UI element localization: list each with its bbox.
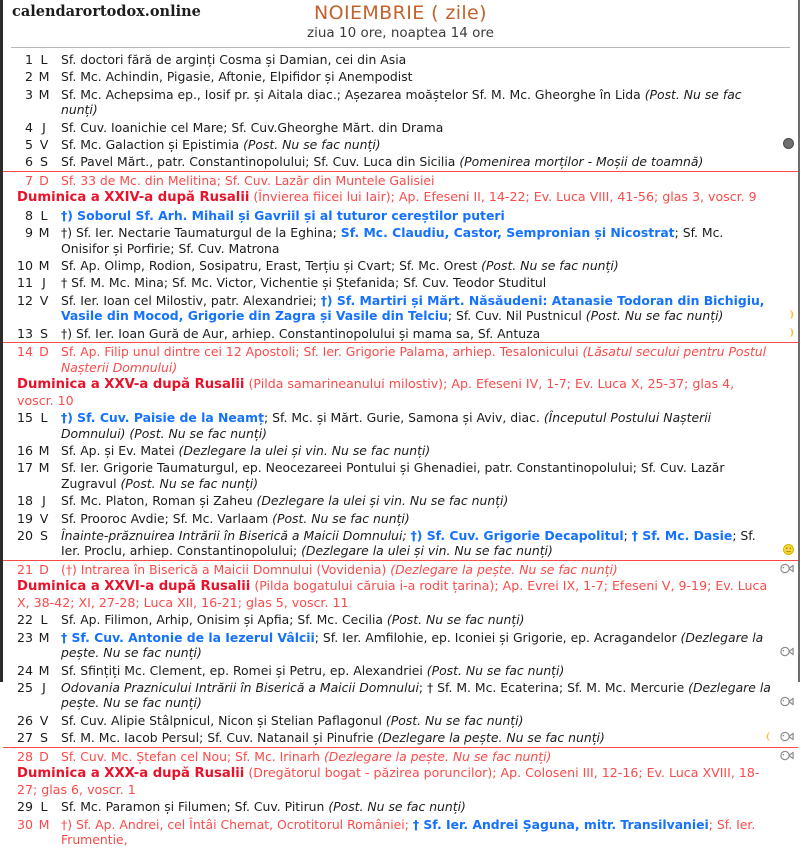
weekday-letter: L [40, 612, 48, 628]
day-number: 28 [16, 748, 33, 764]
saints-text-segment: Sf. Mc. Paramon și Filumen; Sf. Cuv. Pitirun [61, 799, 329, 815]
saints-text-segment: Sf. Pavel Mărt., patr. Constantinopolului; Sf. Cuv. Luca din Sicilia [61, 154, 460, 170]
saints-text-segment: ; Sf. Mc. Onisifor și Porfirie; Sf. Cuv. Matrona [61, 225, 724, 256]
weekday-letter: L [40, 207, 48, 223]
saints-text-segment: † Sf. Mc. Dasie [631, 527, 733, 543]
site-brand: calendarortodox.online [12, 3, 201, 20]
saints-text-segment: †) Sf. Ier. Ioan Gură de Aur, arhiep. Constantinopolului și mama sa, Sf. Antuza [61, 325, 541, 341]
day-marker-icons [766, 729, 794, 744]
calendar-day-row[interactable] [3, 712, 798, 729]
saints-text-segment: (Dezlegare la pește. Nu se fac nunți) [323, 748, 552, 764]
day-number: 8 [24, 207, 33, 223]
weekday-letter: S [40, 325, 48, 341]
saints-text-segment: † Sf. Cuv. Antonie de la Iezerul Vâlcii [61, 629, 315, 645]
saints-text-segment: (Post. Nu se fac nunți) [328, 799, 466, 815]
sunday-title: Duminica a XXX-a după Rusalii [17, 766, 245, 781]
saints-text [55, 326, 772, 341]
saints-text [55, 120, 772, 135]
header-divider [11, 47, 790, 48]
calendar-day-row[interactable] [3, 442, 798, 459]
day-marker-icons [783, 325, 794, 340]
weekday-letter: M [38, 86, 50, 102]
day-number: 18 [16, 493, 33, 509]
saints-text-segment: (Lăsatul secului pentru Postul Nașterii Domnului) [61, 344, 767, 375]
day-marker-icons [783, 136, 794, 151]
day-number: 15 [16, 410, 33, 426]
sunday-readings: (Dregătorul bogat - păzirea poruncilor); Ap. Coloseni III, 12-16; Ev. Luca XVIII, 18-27; glas 6, voscr. 1 [17, 765, 760, 797]
saints-text-segment: † Sf. M. Mc. Mina; Sf. Mc. Victor, Vichentie și Ștefanida; Sf. Cuv. Teodor Studitul [61, 275, 547, 291]
day-number: 1 [24, 52, 33, 67]
day-number: 12 [16, 292, 33, 308]
saints-text-segment: (Începutul Postului Nașterii Domnului) (Post. Nu se fac nunți) [61, 410, 712, 441]
saints-text [55, 293, 772, 324]
day-number: 25 [16, 679, 33, 695]
calendar-day-row[interactable] [3, 748, 798, 765]
day-number: 20 [16, 527, 33, 543]
saints-text-segment: (Post. Nu se fac nunți) [585, 308, 724, 324]
saints-text-segment: Sf. Mc. Achindin, Pigasie, Aftonie, Elpifidor și Anempodist [61, 69, 413, 85]
first-quarter-moon-icon [783, 309, 794, 320]
saints-text [55, 225, 772, 256]
day-number: 29 [16, 799, 33, 815]
calendar-day-row[interactable] [3, 153, 798, 171]
saints-text-segment: (†) Intrarea în Biserică a Maicii Domnului (Vovidenia) [61, 561, 391, 577]
saints-text-segment: (Post. Nu se fac nunți) [243, 137, 381, 153]
day-number: 13 [16, 325, 33, 341]
saints-text [55, 460, 772, 491]
weekday-letter: V [39, 712, 49, 728]
calendar-day-row[interactable] [3, 343, 798, 376]
saints-text [55, 817, 772, 848]
saints-text [55, 562, 772, 577]
weekday-letter: D [39, 748, 49, 764]
saints-text [55, 87, 772, 118]
saints-text-segment: (Dezlegare la ulei și vin. Nu se fac nunți) [178, 442, 431, 458]
saints-text-segment: †) Sf. Ap. Andrei, cel Întâi Chemat, Ocrotitorul României; [61, 816, 413, 832]
saints-text-segment: Sf. Sfințiți Mc. Clement, ep. Romei și Petru, ep. Alexandriei [61, 662, 427, 678]
weekday-letter: J [42, 679, 46, 695]
saints-text-segment: (Dezlegare la pește. Nu se fac nunți) [61, 629, 764, 661]
saints-text-segment: ; Sf. Ier. Proclu, arhiep. Constantinopolului; [61, 527, 756, 559]
day-number: 7 [24, 172, 33, 188]
saints-text-segment: Odovania Praznicului Intrării în Biserică a Maicii Domnului [61, 679, 419, 695]
day-number: 22 [16, 612, 33, 628]
saints-text-segment: (Dezlegare la ulei și vin. Nu se fac nunți) [301, 543, 553, 559]
saints-text-segment: Sf. Ap. Olimp, Rodion, Sosipatru, Erast, Terțiu și Cvart; Sf. Mc. Orest [61, 258, 482, 274]
weekday-letter: L [40, 799, 48, 815]
new-moon-icon [783, 138, 794, 149]
weekday-letter: M [38, 225, 50, 241]
calendar-day-row[interactable] [3, 86, 798, 119]
day-number: 24 [16, 662, 33, 678]
last-quarter-moon-icon [766, 731, 777, 742]
calendar-day-row[interactable] [3, 459, 798, 492]
weekday-letter: M [38, 258, 50, 274]
saints-text [55, 730, 772, 745]
saints-text [55, 173, 772, 188]
calendar-day-row[interactable] [3, 510, 798, 527]
weekday-letter: D [39, 344, 49, 360]
saints-text [55, 154, 772, 169]
weekday-letter: V [39, 510, 49, 526]
fish-icon [780, 563, 794, 574]
saints-text-segment: (Pomenirea morților - Moșii de toamnă) [459, 154, 704, 170]
day-number: 10 [16, 258, 33, 274]
day-number: 14 [16, 344, 33, 360]
weekday-letter: D [39, 561, 49, 577]
saints-text [55, 799, 772, 814]
saints-text-segment: Sf. Ap. și Ev. Matei [61, 442, 179, 458]
saints-text-segment: Sf. Mc. Platon, Roman și Zaheu [61, 493, 257, 509]
sunday-summary-line [3, 578, 798, 611]
fish-icon [780, 731, 794, 742]
weekday-letter: M [38, 460, 50, 476]
saints-text-segment: (Post. Nu se fac nunți) [61, 86, 742, 118]
calendar-day-row[interactable] [3, 679, 798, 712]
calendar-day-row[interactable] [3, 409, 798, 442]
weekday-letter: J [42, 493, 46, 509]
calendar-day-row[interactable] [3, 172, 798, 189]
day-number: 27 [16, 730, 33, 746]
saints-text-segment: Sf. Prooroc Avdie; Sf. Mc. Varlaam [61, 510, 273, 526]
calendar-day-row[interactable] [3, 119, 798, 136]
calendar-day-row[interactable] [3, 292, 798, 325]
day-number: 17 [16, 460, 33, 476]
saints-text-segment: Sf. M. Mc. Iacob Persul; Sf. Cuv. Natanail și Pinufrie [61, 730, 378, 746]
fish-icon [780, 750, 794, 761]
calendar-day-row[interactable] [3, 136, 798, 153]
sunday-title: Duminica a XXV-a după Rusalii [17, 376, 245, 392]
calendar-day-list [3, 46, 798, 848]
saints-text [55, 612, 772, 627]
daylight-info: ziua 10 ore, noaptea 14 ore [307, 25, 494, 41]
weekday-letter: M [38, 442, 50, 458]
day-number: 3 [24, 86, 33, 102]
saints-text-segment: (Post. Nu se fac nunți) [386, 612, 525, 628]
day-marker-icons [780, 748, 794, 763]
saints-text [55, 344, 772, 375]
day-marker-icons [780, 644, 794, 659]
day-number: 4 [24, 119, 33, 135]
saints-text-segment: ; Sf. Cuv. Nil Pustnicul [447, 308, 586, 324]
saints-text [55, 493, 772, 508]
saints-text [55, 511, 772, 526]
day-marker-icons [780, 694, 794, 709]
day-marker-icons [783, 542, 794, 557]
saints-text [55, 749, 772, 764]
saints-text [55, 630, 772, 661]
saints-text [55, 69, 772, 84]
page-title: NOIEMBRIE ( zile) [314, 2, 487, 24]
day-marker-icons [783, 307, 794, 322]
weekday-letter: J [42, 275, 46, 291]
day-number: 21 [16, 561, 33, 577]
saints-text-segment: †) Sf. Cuv. Grigorie Decapolitul [410, 527, 624, 543]
day-number: 5 [24, 137, 33, 153]
sunday-summary-line [3, 765, 798, 798]
calendar-day-row[interactable] [3, 224, 798, 257]
saints-text-segment: † Sf. Ier. Andrei Șaguna, mitr. Transilvaniei [412, 816, 709, 832]
weekday-letter: S [40, 154, 48, 170]
saints-text-segment: Sf. Cuv. Mc. Ștefan cel Nou; Sf. Mc. Irinarh [61, 748, 324, 764]
saints-text-segment: Sf. Mc. Galaction și Epistimia [61, 137, 244, 153]
weekday-letter: V [39, 292, 49, 308]
saints-text-segment: ; [623, 527, 632, 543]
sunday-readings: (Pilda samarineanului milostiv); Ap. Efeseni IV, 1-7; Ev. Luca X, 25-37; glas 4, voscr. 10 [17, 375, 735, 408]
saints-text [55, 528, 772, 559]
saints-text-segment: (Post. Nu se fac nunți) [272, 510, 410, 526]
calendar-day-row[interactable] [3, 611, 798, 628]
saints-text [55, 275, 772, 290]
saints-text-segment: ; Sf. Ier. Amfilohie, ep. Iconiei și Grigorie, ep. Acragandelor [314, 629, 681, 645]
saints-text-segment: Sf. Ap. Filip unul dintre cei 12 Apostoli; Sf. Ier. Grigorie Palama, arhiep. Tesalonicului [61, 344, 583, 360]
saints-text-segment: (Dezlegare la pește. Nu se fac nunți) [61, 679, 771, 711]
page-header [3, 0, 798, 46]
saints-text [55, 208, 772, 223]
fish-icon [780, 696, 794, 707]
calendar-day-row[interactable] [3, 51, 798, 68]
saints-text [55, 680, 772, 711]
weekday-letter: L [40, 410, 48, 426]
calendar-day-row[interactable] [3, 325, 798, 343]
saints-text [55, 713, 772, 728]
first-quarter-moon-icon [783, 327, 794, 338]
day-number: 16 [16, 442, 33, 458]
fish-icon [780, 646, 794, 657]
saints-text-segment: Sf. doctori fără de arginți Cosma și Damian, cei din Asia [61, 52, 407, 67]
saints-text-segment: Sf. Mc. Achepsima ep., Iosif pr. și Aitala diac.; Așezarea moăștelor Sf. M. Mc. Gheorghe în Lida [61, 86, 645, 102]
saints-text-segment: Sf. Mc. Claudiu, Castor, Sempronian și Nicostrat [340, 225, 675, 241]
calendar-day-row[interactable] [3, 816, 798, 848]
saints-text [55, 410, 772, 441]
saints-text-segment: (Post. Nu se fac nunți) [120, 475, 259, 491]
saints-text-segment: ; Sf. Ier. Frumentie, [61, 816, 756, 847]
calendar-day-row[interactable] [3, 729, 798, 747]
saints-text-segment: Sf. 33 de Mc. din Melitina; Sf. Cuv. Lazăr din Muntele Galisiei [61, 172, 435, 188]
saints-text-segment: Sf. Ier. Ioan cel Milostiv, patr. Alexandriei; [61, 292, 321, 308]
day-number: 26 [16, 712, 33, 728]
saints-text-segment: (Dezlegare la pește. Nu se fac nunți) [390, 561, 618, 577]
saints-text-segment: †) Sf. Martiri și Mărt. Năsăudeni: Atanasie Todoran din Bichigiu, Vasile din Mocod, Grigorie din Zagra și Vasile din Telciu [61, 292, 765, 324]
sunday-summary-line [3, 376, 798, 409]
day-number: 2 [24, 69, 33, 85]
day-number: 11 [16, 275, 33, 291]
day-number: 9 [24, 225, 33, 241]
weekday-letter: M [38, 816, 50, 832]
saints-text-segment: †) Soborul Sf. Arh. Mihail și Gavriil și al tuturor cereștilor puteri [61, 207, 505, 223]
saints-text [55, 258, 772, 273]
weekday-letter: D [39, 172, 49, 188]
calendar-day-row[interactable] [3, 527, 798, 561]
day-number: 19 [16, 510, 33, 526]
calendar-day-row[interactable] [3, 662, 798, 679]
calendar-day-row[interactable] [3, 629, 798, 662]
calendar-day-row[interactable] [3, 68, 798, 85]
calendar-day-row[interactable] [3, 798, 798, 815]
sunday-readings: (Învierea fiicei lui Iair); Ap. Efeseni II, 14-22; Ev. Luca VIII, 41-56; glas 3, voscr. 9 [249, 189, 757, 205]
saints-text-segment: ; Sf. Mc. și Mărt. Gurie, Samona și Aviv, diac. [264, 410, 544, 426]
full-moon-icon [783, 544, 794, 555]
calendar-day-row[interactable] [3, 561, 798, 578]
calendar-day-row[interactable] [3, 207, 798, 224]
weekday-letter: M [38, 69, 50, 85]
calendar-day-row[interactable] [3, 257, 798, 274]
saints-text-segment: †) Sf. Ier. Nectarie Taumaturgul de la Eghina; [61, 225, 341, 241]
saints-text [55, 443, 772, 458]
day-number: 30 [16, 816, 33, 832]
weekday-letter: S [40, 730, 48, 746]
saints-text-segment: Înainte-prăznuirea Intrării în Biserică a Maicii Domnului; [61, 527, 411, 543]
day-marker-icons [780, 561, 794, 576]
saints-text-segment: (Post. Nu se fac nunți) [426, 662, 565, 678]
saints-text-segment: Sf. Cuv. Ioanichie cel Mare; Sf. Cuv.Gheorghe Mărt. din Drama [61, 119, 444, 135]
weekday-letter: S [40, 527, 48, 543]
sunday-title: Duminica a XXIV-a după Rusalii [17, 190, 250, 206]
saints-text [55, 52, 772, 67]
saints-text-segment: (Post. Nu se fac nunți) [385, 712, 524, 728]
saints-text [55, 137, 772, 152]
saints-text [55, 663, 772, 678]
calendar-day-row[interactable] [3, 492, 798, 509]
weekday-letter: V [39, 137, 49, 153]
calendar-day-row[interactable] [3, 274, 798, 291]
saints-text-segment: Sf. Ier. Grigorie Taumaturgul, ep. Neocezareei Pontului și Ghenadiei, patr. Constantinopolului; Sf. Cuv. Lazăr Zugravul [61, 460, 725, 491]
weekday-letter: L [40, 52, 48, 67]
saints-text-segment: (Dezlegare la pește. Nu se fac nunți) [377, 730, 605, 746]
saints-text-segment: †) Sf. Cuv. Paisie de la Neamț [61, 410, 265, 426]
saints-text-segment: ; † Sf. M. Mc. Ecaterina; Sf. M. Mc. Mercurie [418, 679, 689, 695]
saints-text-segment: Sf. Cuv. Alipie Stâlpnicul, Nicon și Stelian Paflagonul [61, 712, 386, 728]
day-number: 6 [24, 154, 33, 170]
weekday-letter: M [38, 629, 50, 645]
weekday-letter: M [38, 662, 50, 678]
sunday-title: Duminica a XXVI-a după Rusalii [17, 579, 251, 595]
sunday-summary-line [3, 189, 798, 207]
weekday-letter: J [42, 119, 46, 135]
sunday-readings: (Pilda bogatului căruia i-a rodit țarina); Ap. Evrei IX, 1-7; Efeseni V, 9-19; Ev. Luca X, 38-42; XI, 27-28; Luca XII, 16-21; glas 5, voscr. 11 [17, 578, 768, 610]
day-number: 23 [16, 629, 33, 645]
saints-text-segment: Sf. Ap. Filimon, Arhip, Onisim și Apfia; Sf. Mc. Cecilia [61, 612, 387, 628]
saints-text-segment: (Post. Nu se fac nunți) [481, 258, 619, 274]
saints-text-segment: (Dezlegare la ulei și vin. Nu se fac nunți) [256, 493, 509, 509]
